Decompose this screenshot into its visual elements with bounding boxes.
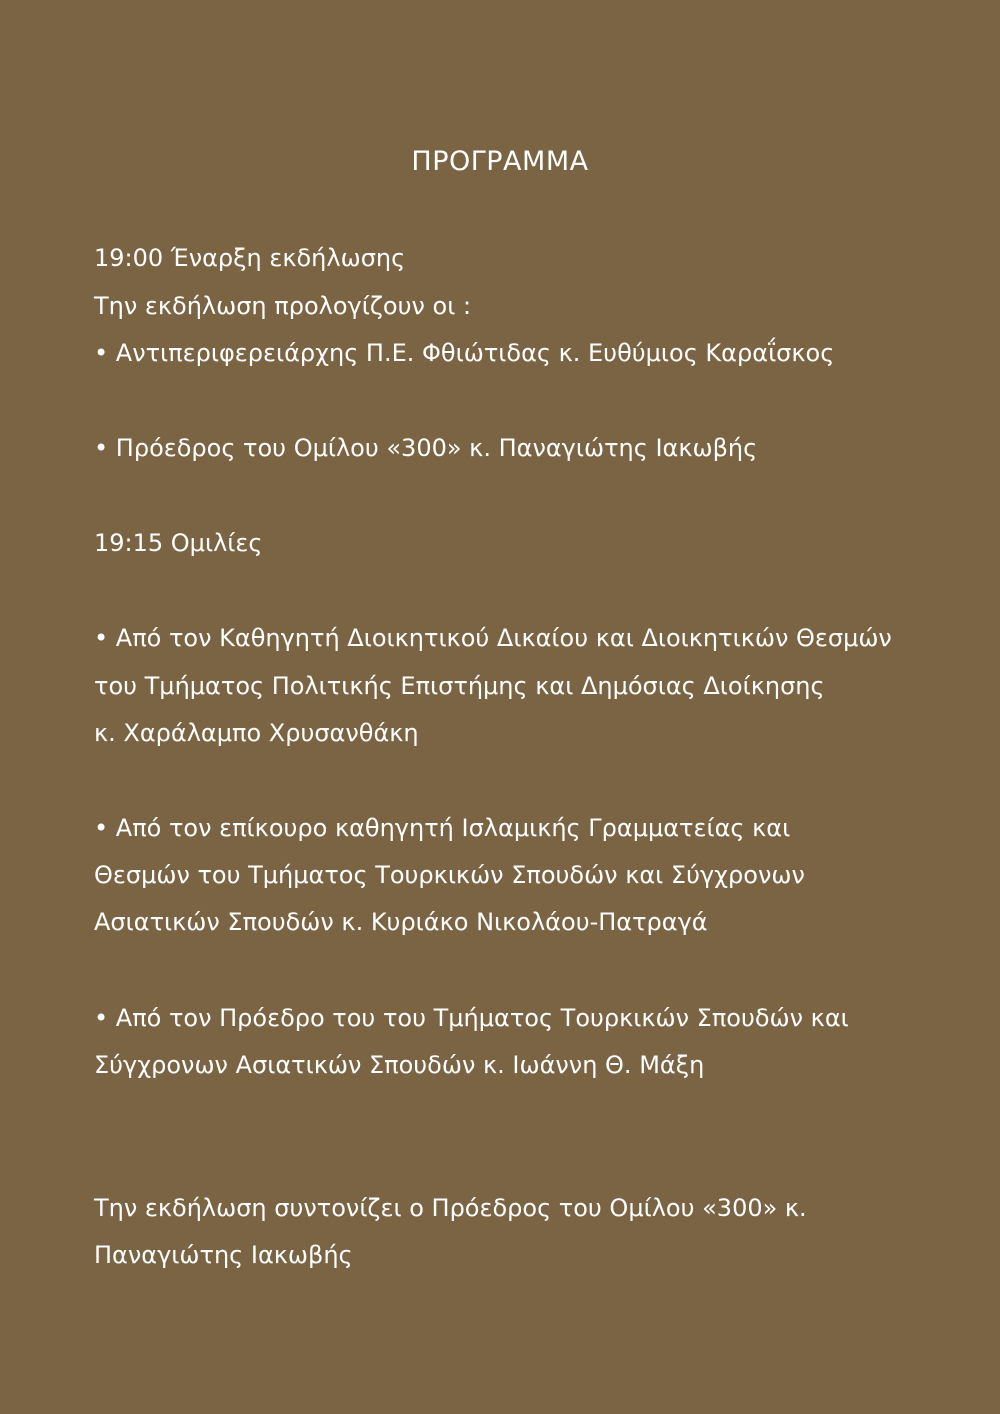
talk-line: Θεσμών του Τμήματος Τουρκικών Σπουδών και Σύγχρονων — [94, 861, 805, 889]
page-title: ΠΡΟΓΡΑΜΜΑ — [411, 146, 589, 177]
speaker-item: • Αντιπεριφερειάρχης Π.Ε. Φθιώτιδας κ. Ευθύμιος Καραΐσκος — [94, 339, 835, 367]
talk-line: • Από τον Καθηγητή Διοικητικού Δικαίου και Διοικητικών Θεσμών — [94, 624, 892, 652]
opening-time: 19:00 Έναρξη εκδήλωσης — [94, 244, 406, 272]
talk-line: Ασιατικών Σπουδών κ. Κυριάκο Νικολάου-Πατραγά — [94, 908, 708, 936]
speaker-item: • Πρόεδρος του Ομίλου «300» κ. Παναγιώτης Ιακωβής — [94, 434, 758, 462]
moderator-line: Την εκδήλωση συντονίζει ο Πρόεδρος του Ομίλου «300» κ. — [94, 1194, 807, 1222]
talk-line: • Από τον Πρόεδρο του του Τμήματος Τουρκικών Σπουδών και — [94, 1004, 849, 1032]
talk-line: του Τμήματος Πολιτικής Επιστήμης και Δημόσιας Διοίκησης — [94, 672, 825, 700]
talk-line: • Από τον επίκουρο καθηγητή Ισλαμικής Γραμματείας και — [94, 814, 791, 842]
talk-line: κ. Χαράλαμπο Χρυσανθάκη — [94, 719, 419, 747]
opening-intro: Την εκδήλωση προλογίζουν οι : — [94, 292, 472, 320]
moderator-line: Παναγιώτης Ιακωβής — [94, 1241, 353, 1269]
talk-line: Σύγχρονων Ασιατικών Σπουδών κ. Ιωάννη Θ. Μάξη — [94, 1051, 705, 1079]
talks-time: 19:15 Ομιλίες — [94, 529, 263, 557]
